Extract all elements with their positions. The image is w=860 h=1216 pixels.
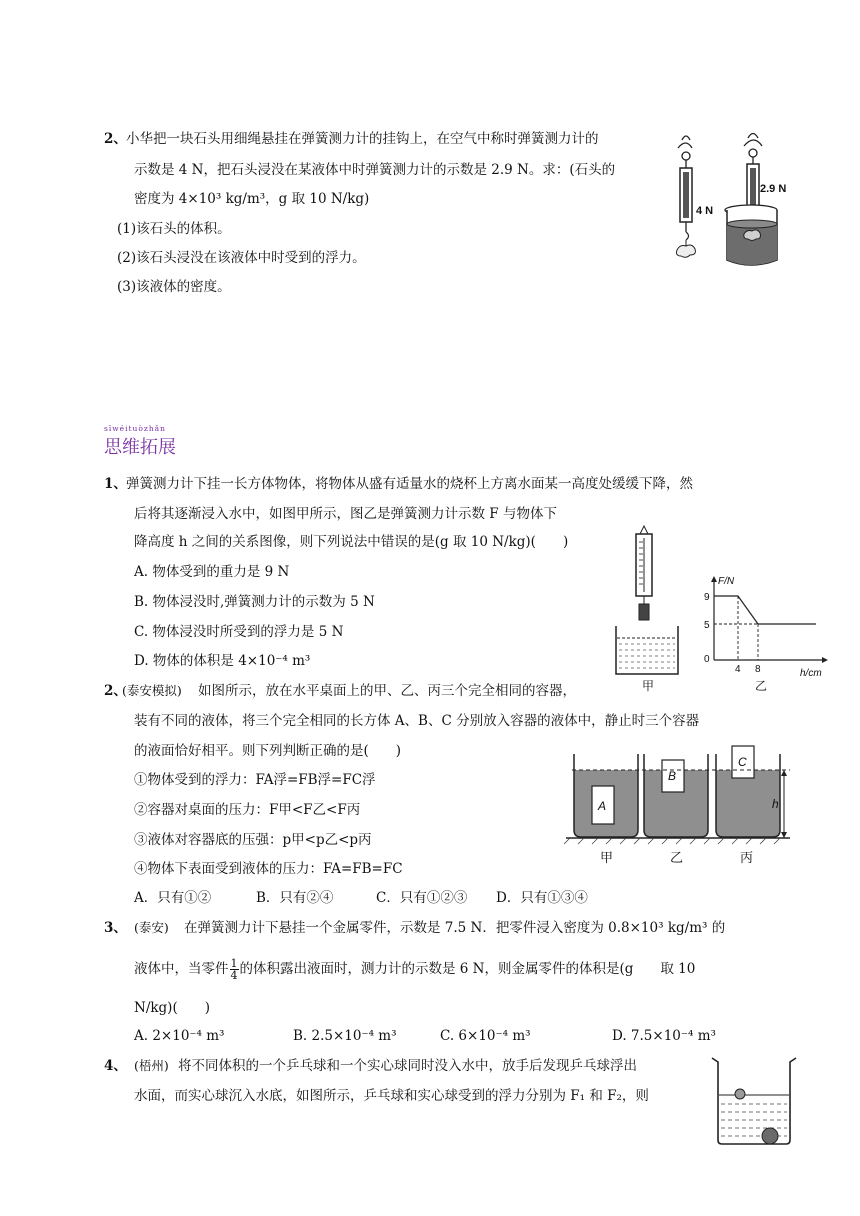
question-source: (泰安) bbox=[134, 920, 169, 935]
fraction-one-quarter: $\frac{1}{4}$ bbox=[230, 957, 238, 982]
question-text: 的液面恰好相平。则下列判断正确的是( ) bbox=[134, 743, 402, 759]
question-number: 3、 bbox=[104, 920, 127, 936]
question-number: 4、 bbox=[104, 1058, 127, 1074]
container-label-yi: 乙 bbox=[670, 850, 684, 865]
option-d: D．只有①③④ bbox=[496, 890, 588, 906]
section-pinyin: sīwéituòzhǎn bbox=[104, 424, 166, 433]
question-text: 弹簧测力计下挂一长方体物体，将物体从盛有适量水的烧杯上方离水面某一高度处缓缓下降，然 bbox=[126, 476, 693, 492]
question-text: 装有不同的液体，将三个完全相同的长方体 A、B、C 分别放入容器的液体中，静止时三个容器 bbox=[134, 713, 700, 729]
question-text: 密度为 4×10³ kg/m³，g 取 10 N/kg) bbox=[134, 191, 370, 207]
option-b: B. 物体浸没时,弹簧测力计的示数为 5 N bbox=[134, 594, 375, 610]
air-reading-label: 4 N bbox=[696, 205, 714, 217]
statement-1: ①物体受到的浮力：FA浮=FB浮=FC浮 bbox=[134, 772, 376, 788]
question-text: 在弹簧测力计下悬挂一个金属零件，示数是 7.5 N．把零件浸入密度为 0.8×10³ kg/m³ 的 bbox=[184, 920, 726, 936]
option-b: B. 2.5×10⁻⁴ m³ bbox=[293, 1028, 397, 1044]
question-text: 示数是 4 N，把石头浸没在某液体中时弹簧测力计的示数是 2.9 N。求：(石头的 bbox=[134, 162, 616, 178]
figure-yi-graph bbox=[694, 572, 834, 694]
block-c-label: C bbox=[738, 755, 747, 769]
option-c: C. 物体浸没时所受到的浮力是 5 N bbox=[134, 624, 344, 640]
sub-question: (1)该石头的体积。 bbox=[117, 221, 231, 237]
x-axis-label: h/cm bbox=[800, 668, 822, 679]
statement-3: ③液体对容器底的压强：p甲<p乙<p丙 bbox=[134, 832, 372, 848]
liquid-reading-label: 2.9 N bbox=[760, 183, 787, 195]
question-source: (梧州) bbox=[134, 1058, 169, 1073]
height-label: h bbox=[772, 797, 779, 811]
spring-scale-figure bbox=[664, 128, 794, 270]
option-a: A. 2×10⁻⁴ m³ bbox=[134, 1028, 225, 1044]
statement-4: ④物体下表面受到液体的压力：FA=FB=FC bbox=[134, 861, 403, 877]
question-text: 将不同体积的一个乒乓球和一个实心球同时没入水中，放手后发现乒乓球浮出 bbox=[178, 1058, 637, 1074]
f-h-line bbox=[714, 596, 816, 624]
y-axis-label: F/N bbox=[718, 576, 735, 587]
block-a-label: A bbox=[598, 799, 607, 813]
three-containers-figure bbox=[564, 740, 796, 870]
sub-question: (3)该液体的密度。 bbox=[117, 279, 231, 295]
block-b-label: B bbox=[668, 769, 677, 783]
scale-in-liquid bbox=[725, 134, 777, 266]
container-label-bing: 丙 bbox=[740, 850, 754, 865]
tick-label: 8 bbox=[755, 664, 761, 675]
question-source: (泰安模拟) bbox=[122, 683, 182, 698]
option-a: A．只有①② bbox=[134, 890, 212, 906]
figure-jia bbox=[610, 522, 688, 694]
ping-pong-ball bbox=[735, 1089, 745, 1099]
option-c: C. 6×10⁻⁴ m³ bbox=[440, 1028, 531, 1044]
tick-label: 4 bbox=[735, 664, 741, 675]
scale-in-air bbox=[677, 136, 696, 257]
question-number: 2、 bbox=[104, 131, 127, 147]
option-d: D. 7.5×10⁻⁴ m³ bbox=[612, 1028, 716, 1044]
statement-2: ②容器对桌面的压力：F甲<F乙<F丙 bbox=[134, 802, 361, 818]
figure-label-jia: 甲 bbox=[642, 679, 655, 693]
tick-label: 9 bbox=[704, 592, 710, 603]
question-text: 如图所示，放在水平桌面上的甲、乙、丙三个完全相同的容器， bbox=[198, 683, 576, 699]
question-text: 后将其逐渐浸入水中，如图甲所示，图乙是弹簧测力计示数 F 与物体下 bbox=[134, 506, 557, 522]
question-number: 1、 bbox=[104, 476, 127, 492]
sub-question: (2)该石头浸没在该液体中时受到的浮力。 bbox=[117, 250, 366, 266]
beaker-balls-figure bbox=[706, 1052, 798, 1152]
option-b: B．只有②④ bbox=[256, 890, 334, 906]
section-title: 思维拓展 bbox=[104, 437, 176, 458]
tick-label: 0 bbox=[704, 654, 710, 665]
question-text: 液体中，当零件 $\frac{1}{4}$ 的体积露出液面时，测力计的示数是 6 N，则金属零件的体积是(g 取 10 bbox=[134, 957, 696, 982]
question-number: 2、 bbox=[104, 683, 127, 699]
container-label-jia: 甲 bbox=[600, 850, 614, 865]
option-a: A. 物体受到的重力是 9 N bbox=[134, 564, 290, 580]
option-c: C．只有①②③ bbox=[376, 890, 468, 906]
question-text: N/kg)( ) bbox=[134, 1000, 210, 1016]
solid-ball bbox=[762, 1128, 778, 1144]
tick-label: 5 bbox=[704, 620, 710, 631]
question-text: 小华把一块石头用细绳悬挂在弹簧测力计的挂钩上，在空气中称时弹簧测力计的 bbox=[126, 131, 599, 147]
question-text: 降高度 h 之间的关系图像，则下列说法中错误的是(g 取 10 N/kg)( ) bbox=[134, 534, 569, 550]
question-text: 水面，而实心球沉入水底，如图所示，乒乓球和实心球受到的浮力分别为 F₁ 和 F₂，则 bbox=[134, 1088, 649, 1104]
figure-label-yi: 乙 bbox=[755, 679, 768, 693]
option-d: D. 物体的体积是 4×10⁻⁴ m³ bbox=[134, 653, 311, 669]
